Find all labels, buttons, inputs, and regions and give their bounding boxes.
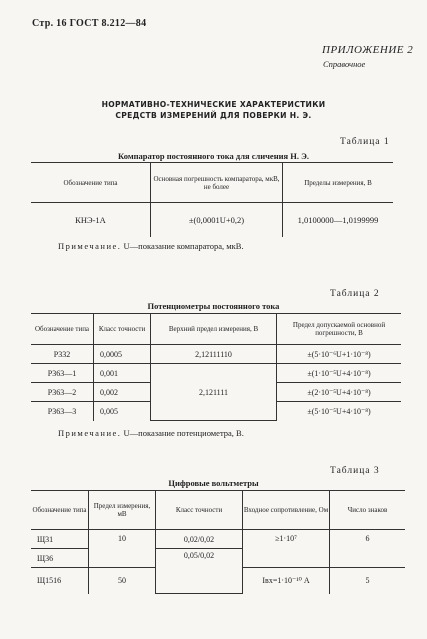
table3-caption: Цифровые вольтметры bbox=[168, 478, 259, 488]
table3-cell-range: 50 bbox=[89, 568, 156, 594]
table2-cell-type: Р332 bbox=[31, 345, 94, 364]
table3-header-class: Класс точности bbox=[156, 491, 243, 530]
table2-cell-error: ±(5·10⁻⁵U+4·10⁻⁸) bbox=[277, 402, 402, 421]
table2-cell-class: 0,002 bbox=[94, 383, 151, 402]
table3-cell-type: Щ36 bbox=[31, 549, 89, 568]
table3-cell-digits: 5 bbox=[330, 568, 406, 594]
doc-title-line1: НОРМАТИВНО-ТЕХНИЧЕСКИЕ ХАРАКТЕРИСТИКИ bbox=[101, 100, 326, 109]
table3-cell-range: 10 bbox=[89, 530, 156, 568]
table2-header-class: Класс точности bbox=[94, 314, 151, 345]
table1-caption: Компаратор постоянного тока для сличения Н. Э. bbox=[118, 151, 309, 161]
table3-cell-class: 0,02/0,02 bbox=[156, 530, 243, 549]
table2-cell-class: 0,005 bbox=[94, 402, 151, 421]
page-header: Стр. 16 ГОСТ 8.212—84 bbox=[32, 18, 147, 29]
table2-note bbox=[58, 428, 244, 438]
table2-cell-error: ±(2·10⁻⁵U+4·10⁻⁸) bbox=[277, 383, 402, 402]
table1-note-label: Примечание. bbox=[58, 241, 122, 251]
table3 bbox=[31, 490, 405, 594]
table2-cell-class: 0,001 bbox=[94, 364, 151, 383]
table2-cell-class: 0,0005 bbox=[94, 345, 151, 364]
table2-note-text: U—показание потенциометра, В. bbox=[123, 428, 244, 438]
table2-caption: Потенциометры постоянного тока bbox=[147, 301, 280, 311]
table2-cell-type: Р363—3 bbox=[31, 402, 94, 421]
table3-cell-resistance: ≥1·10⁷ bbox=[243, 530, 330, 568]
table2-cell-type: Р363—1 bbox=[31, 364, 94, 383]
table1-label: Таблица 1 bbox=[340, 137, 390, 147]
table2-cell-limit: 2,12111110 bbox=[151, 345, 277, 364]
table1-cell-error: ±(0,0001U+0,2) bbox=[151, 203, 283, 237]
table2-cell-type: Р363—2 bbox=[31, 383, 94, 402]
doc-title-line2: СРЕДСТВ ИЗМЕРЕНИЙ ДЛЯ ПОВЕРКИ Н. Э. bbox=[115, 111, 312, 120]
table-row bbox=[31, 364, 401, 383]
table2-cell-error: ±(5·10⁻⁶U+1·10⁻⁸) bbox=[277, 345, 402, 364]
table3-header-resistance: Входное сопротивление, Ом bbox=[243, 491, 330, 530]
table1-header-error: Основная погрешность компаратора, мкВ, не более bbox=[151, 163, 283, 203]
table3-cell-class: 0,05/0,02 bbox=[156, 549, 243, 594]
table1-note-text: U—показание компаратора, мкВ. bbox=[123, 241, 244, 251]
table1-cell-type: КНЭ-1А bbox=[31, 203, 151, 237]
table2-cell-limit: 2,121111 bbox=[151, 364, 277, 421]
table1-header-range: Пределы измерения, В bbox=[283, 163, 394, 203]
table1-note bbox=[58, 241, 244, 251]
table3-label: Таблица 3 bbox=[330, 466, 380, 476]
table2-header-limit: Верхний предел измерения, В bbox=[151, 314, 277, 345]
table3-header-digits: Число знаков bbox=[330, 491, 406, 530]
table2-cell-error: ±(1·10⁻⁵U+4·10⁻⁸) bbox=[277, 364, 402, 383]
table3-cell-type: Щ31 bbox=[31, 530, 89, 549]
table-row bbox=[31, 345, 401, 364]
table2-header-error: Предел допускаемой основной погрешности, В bbox=[277, 314, 402, 345]
table3-cell-resistance: Iвх=1·10⁻¹⁰ А bbox=[243, 568, 330, 594]
table1-cell-range: 1,0100000—1,0199999 bbox=[283, 203, 394, 237]
table-row bbox=[31, 530, 405, 549]
appendix-title: ПРИЛОЖЕНИЕ 2 bbox=[322, 44, 414, 56]
table2-note-label: Примечание. bbox=[58, 428, 122, 438]
table1-header-type: Обозначение типа bbox=[31, 163, 151, 203]
appendix-subtitle: Справочное bbox=[323, 59, 366, 69]
table3-header-range: Предел измерения, мВ bbox=[89, 491, 156, 530]
table2-header-type: Обозначение типа bbox=[31, 314, 94, 345]
table3-cell-type: Щ1516 bbox=[31, 568, 89, 594]
table2-label: Таблица 2 bbox=[330, 289, 380, 299]
table3-header-type: Обозначение типа bbox=[31, 491, 89, 530]
table1 bbox=[31, 162, 393, 237]
table2 bbox=[31, 313, 401, 421]
table3-cell-digits: 6 bbox=[330, 530, 406, 568]
